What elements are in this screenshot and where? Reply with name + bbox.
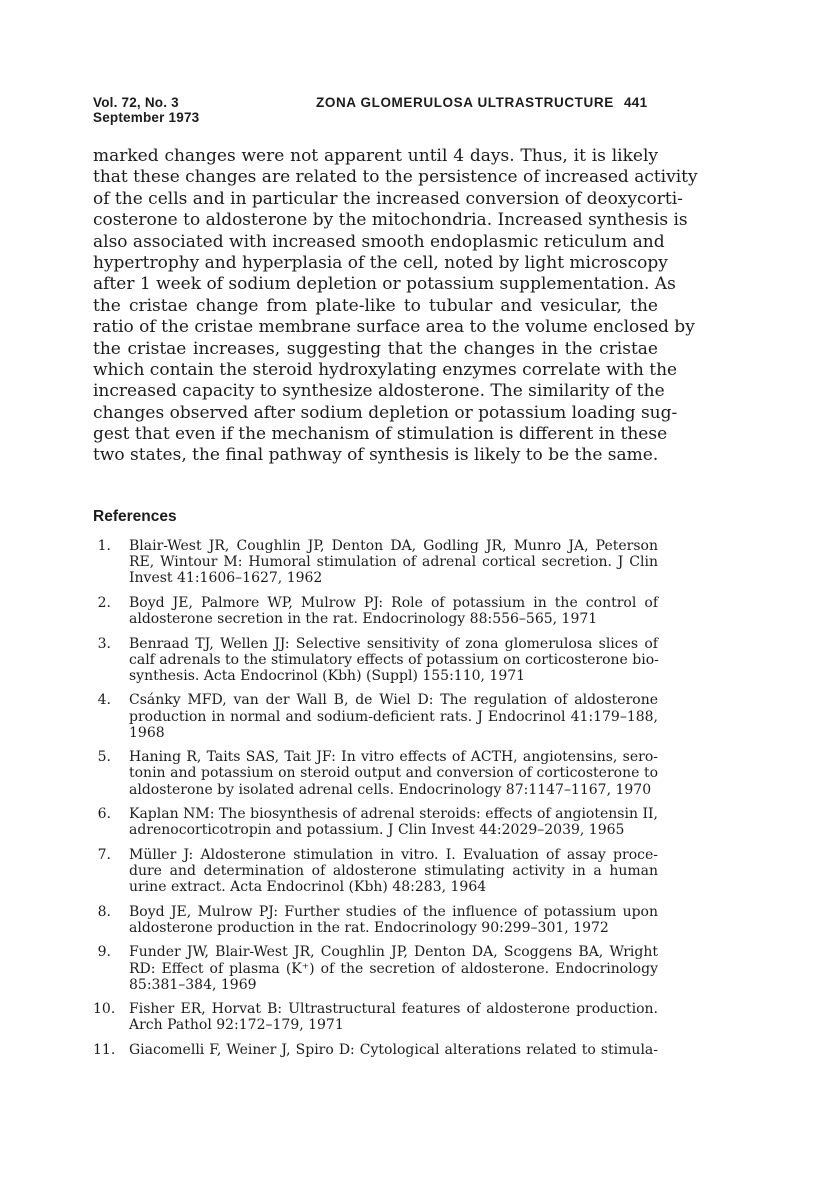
body-line: ratio of the cristae membrane surface area to the volume enclosed by (93, 317, 695, 338)
reference-line: Fisher ER, Horvat B: Ultrastructural features of aldosterone production. (129, 1001, 658, 1018)
reference-line: Kaplan NM: The biosynthesis of adrenal steroids: effects of angiotensin II, (129, 806, 658, 823)
reference-item (93, 595, 658, 627)
reference-line: production in normal and sodium-deficient rats. J Endocrinol 41:179–188, (129, 708, 658, 725)
issue-date: September 1973 (93, 110, 200, 125)
reference-item (93, 1042, 658, 1058)
body-line: the cristae increases, suggesting that the changes in the cristae (93, 338, 658, 359)
reference-item (93, 538, 658, 587)
body-line: that these changes are related to the persistence of increased activity (93, 167, 698, 188)
reference-number: 1. (97, 538, 111, 554)
body-line: the cristae change from plate-like to tubular and vesicular, the (93, 295, 658, 316)
body-line: increased capacity to synthesize aldosterone. The similarity of the (93, 381, 665, 402)
reference-number: 7. (97, 846, 111, 863)
body-line: of the cells and in particular the increased conversion of deoxycorti- (93, 188, 683, 209)
reference-line: Boyd JE, Palmore WP, Mulrow PJ: Role of potassium in the control of (129, 594, 658, 611)
running-header-left (93, 95, 199, 125)
volume-issue: Vol. 72, No. 3 (93, 95, 179, 110)
reference-item (93, 847, 658, 896)
reference-line: Blair-West JR, Coughlin JP, Denton DA, Godling JR, Munro JA, Peterson (129, 538, 658, 554)
reference-number: 3. (97, 635, 111, 652)
reference-line: RE, Wintour M: Humoral stimulation of adrenal cortical secretion. J Clin (129, 554, 658, 571)
reference-line: 85:381–384, 1969 (129, 976, 257, 993)
reference-number: 2. (97, 594, 111, 611)
body-line: which contain the steroid hydroxylating enzymes correlate with the (93, 359, 678, 380)
reference-item (93, 904, 658, 936)
reference-line: calf adrenals to the stimulatory effects of potassium on corticosterone bio- (129, 651, 659, 668)
reference-line: Haning R, Taits SAS, Tait JF: In vitro effects of ACTH, angiotensins, sero- (129, 749, 658, 766)
reference-line: Giacomelli F, Weiner J, Spiro D: Cytological alterations related to stimula- (129, 1041, 658, 1058)
reference-number: 9. (97, 944, 111, 961)
body-paragraph (93, 146, 698, 467)
reference-number: 10. (93, 1001, 116, 1018)
reference-line: Arch Pathol 92:172–179, 1971 (129, 1017, 344, 1034)
reference-line: Müller J: Aldosterone stimulation in vitro. I. Evaluation of assay proce- (129, 846, 658, 863)
body-line: also associated with increased smooth endoplasmic reticulum and (93, 231, 665, 252)
reference-line: tonin and potassium on steroid output and conversion of corticosterone to (129, 765, 658, 782)
running-title: ZONA GLOMERULOSA ULTRASTRUCTURE (316, 95, 614, 110)
reference-line: Benraad TJ, Wellen JJ: Selective sensitivity of zona glomerulosa slices of (129, 635, 658, 652)
body-line: after 1 week of sodium depletion or potassium supplementation. As (93, 274, 676, 295)
reference-line: Boyd JE, Mulrow PJ: Further studies of the influence of potassium upon (129, 903, 658, 920)
reference-line: adrenocorticotropin and potassium. J Clin Invest 44:2029–2039, 1965 (129, 822, 625, 839)
reference-item (93, 749, 658, 798)
body-line: gest that even if the mechanism of stimulation is different in these (93, 424, 668, 445)
reference-line: Csánky MFD, van der Wall B, de Wiel D: The regulation of aldosterone (129, 692, 658, 709)
body-line: changes observed after sodium depletion or potassium loading sug- (93, 402, 678, 423)
reference-line: aldosterone by isolated adrenal cells. Endocrinology 87:1147–1167, 1970 (129, 781, 652, 798)
reference-item (93, 692, 658, 741)
body-line: costerone to aldosterone by the mitochondria. Increased synthesis is (93, 210, 688, 231)
page-number: 441 (624, 95, 648, 110)
reference-item (93, 1001, 658, 1033)
reference-line: aldosterone secretion in the rat. Endocrinology 88:556–565, 1971 (129, 611, 598, 628)
reference-number: 4. (97, 692, 111, 709)
reference-number: 5. (97, 749, 111, 766)
reference-line: aldosterone production in the rat. Endocrinology 90:299–301, 1972 (129, 919, 609, 936)
body-line: two states, the final pathway of synthesis is likely to be the same. (93, 445, 659, 466)
reference-line: synthesis. Acta Endocrinol (Kbh) (Suppl) 155:110, 1971 (129, 667, 526, 684)
reference-number: 11. (93, 1041, 116, 1058)
reference-line: Funder JW, Blair-West JR, Coughlin JP, Denton DA, Scoggens BA, Wright (129, 944, 658, 961)
reference-line: urine extract. Acta Endocrinol (Kbh) 48:283, 1964 (129, 879, 487, 896)
reference-list (93, 538, 658, 1066)
body-line: marked changes were not apparent until 4 days. Thus, it is likely (93, 146, 658, 166)
reference-line: Invest 41:1606–1627, 1962 (129, 570, 323, 587)
reference-line: RD: Effect of plasma (K⁺) of the secretion of aldosterone. Endocrinology (129, 960, 658, 977)
reference-item (93, 806, 658, 838)
reference-number: 6. (97, 806, 111, 823)
reference-line: 1968 (129, 724, 165, 741)
reference-item (93, 944, 658, 993)
body-line: hypertrophy and hyperplasia of the cell, noted by light microscopy (93, 252, 668, 273)
references-heading: References (93, 508, 177, 525)
reference-line: dure and determination of aldosterone stimulating activity in a human (129, 862, 658, 879)
reference-item (93, 636, 658, 685)
reference-number: 8. (97, 903, 111, 920)
